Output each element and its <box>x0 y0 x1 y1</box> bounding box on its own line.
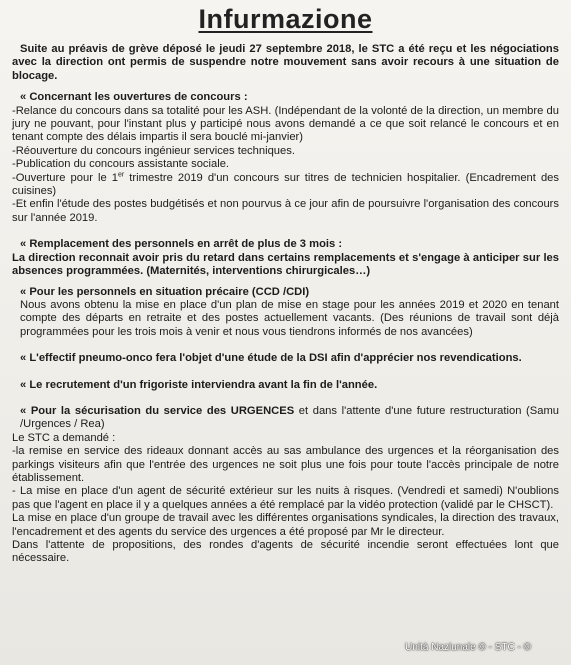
concours-item: -Et enfin l'étude des postes budgétisés et non pourvus à ce jour afin de poursuivre l'organisation des concours sur l'année 2019. <box>12 198 559 224</box>
section-concours <box>12 91 559 225</box>
urgences-demande: Le STC a demandé : <box>12 431 116 444</box>
watermark: Unità Naziunale © - STC - © <box>405 642 531 653</box>
intro-paragraph: Suite au préavis de grève déposé le jeudi 27 septembre 2018, le STC a été reçu et les négociations avec la direction ont permis de suspendre notre mouvement sans avoir recours à une situation de blocage. <box>12 43 559 82</box>
section-precaire <box>12 286 559 340</box>
page-title: Infurmazione <box>198 4 373 34</box>
section-frigoriste <box>12 379 559 392</box>
frigoriste-paragraph: « Le recrutement d'un frigoriste interviendra avant la fin de l'année. <box>20 378 378 391</box>
urgences-item: - La mise en place d'un agent de sécurité extérieur sur les nuits à risques. (Vendredi et samedi) N'oublions pas que l'agent en place il y a quelques années a été remplacé par la vidéo protection (validé par le CHSCT). <box>12 485 559 511</box>
urgences-heading-rest: et dans l'attente d'une future restructuration (Samu /Urgences / Rea) <box>20 404 559 431</box>
concours-item <box>12 172 559 199</box>
remplacement-heading: « Remplacement des personnels en arrêt de plus de 3 mois : <box>20 238 343 251</box>
concours-item-text: -Ouverture pour le 1 <box>12 171 118 184</box>
urgences-item: La mise en place d'un groupe de travail avec les différentes organisations syndicales, la direction des travaux, l'encadrement et des agents du service des urgences a été proposé par Mr le directeur. <box>12 512 559 538</box>
section-pneumo <box>12 352 559 365</box>
concours-heading: « Concernant les ouvertures de concours : <box>20 91 248 104</box>
concours-item: -Relance du concours dans sa totalité pour les ASH. (Indépendant de la volonté de la direction, un membre du jury ne pouvant, pour l'instant plus y participé nous avons demandé a ce que soit relancé le concours et en tenant compte des délais impartis il sera bouclé mi-janvier) <box>12 104 559 144</box>
precaire-body: Nous avons obtenu la mise en place d'un plan de mise en stage pour les années 2019 et 2020 en tenant compte des départs en retraite et des postes actuellement vacants. (Des réunions de travail sont déjà programmées pour les trois mois à venir et nous vous tiendrons informés de nos avancées) <box>20 298 559 338</box>
urgences-item: Dans l'attente de propositions, des rondes d'agents de sécurité incendie seront effectuées lont que nécessaire. <box>12 539 559 565</box>
section-urgences <box>12 405 559 566</box>
urgences-heading-bold: « Pour la sécurisation du service des URGENCES <box>20 404 295 417</box>
concours-item: -Publication du concours assistante sociale. <box>12 158 230 171</box>
concours-item-text: trimestre 2019 d'un concours sur titres de technicien hospitalier. (Encadrement des cuisines) <box>12 171 559 198</box>
pneumo-paragraph: « L'effectif pneumo-onco fera l'objet d'une étude de la DSI afin d'apprécier nos revendications. <box>20 352 522 365</box>
concours-item: -Réouverture du concours ingénieur services techniques. <box>12 144 295 157</box>
urgences-heading <box>12 405 559 432</box>
section-remplacement <box>12 238 559 278</box>
urgences-item: -la remise en service des rideaux donnant accès au sas ambulance des urgences et la réorganisation des parkings visiteurs afin que l'entrée des urgences ne soit plus une fois pour toute l'accès principale de notre établissement. <box>12 445 559 484</box>
precaire-heading: « Pour les personnels en situation précaire (CCD /CDI) <box>20 285 310 298</box>
remplacement-body: La direction reconnait avoir pris du retard dans certains remplacements et s'engage à anticiper sur les absences programmées. (Maternités, interventions chirurgicales…) <box>12 251 559 278</box>
superscript: er <box>118 170 125 178</box>
